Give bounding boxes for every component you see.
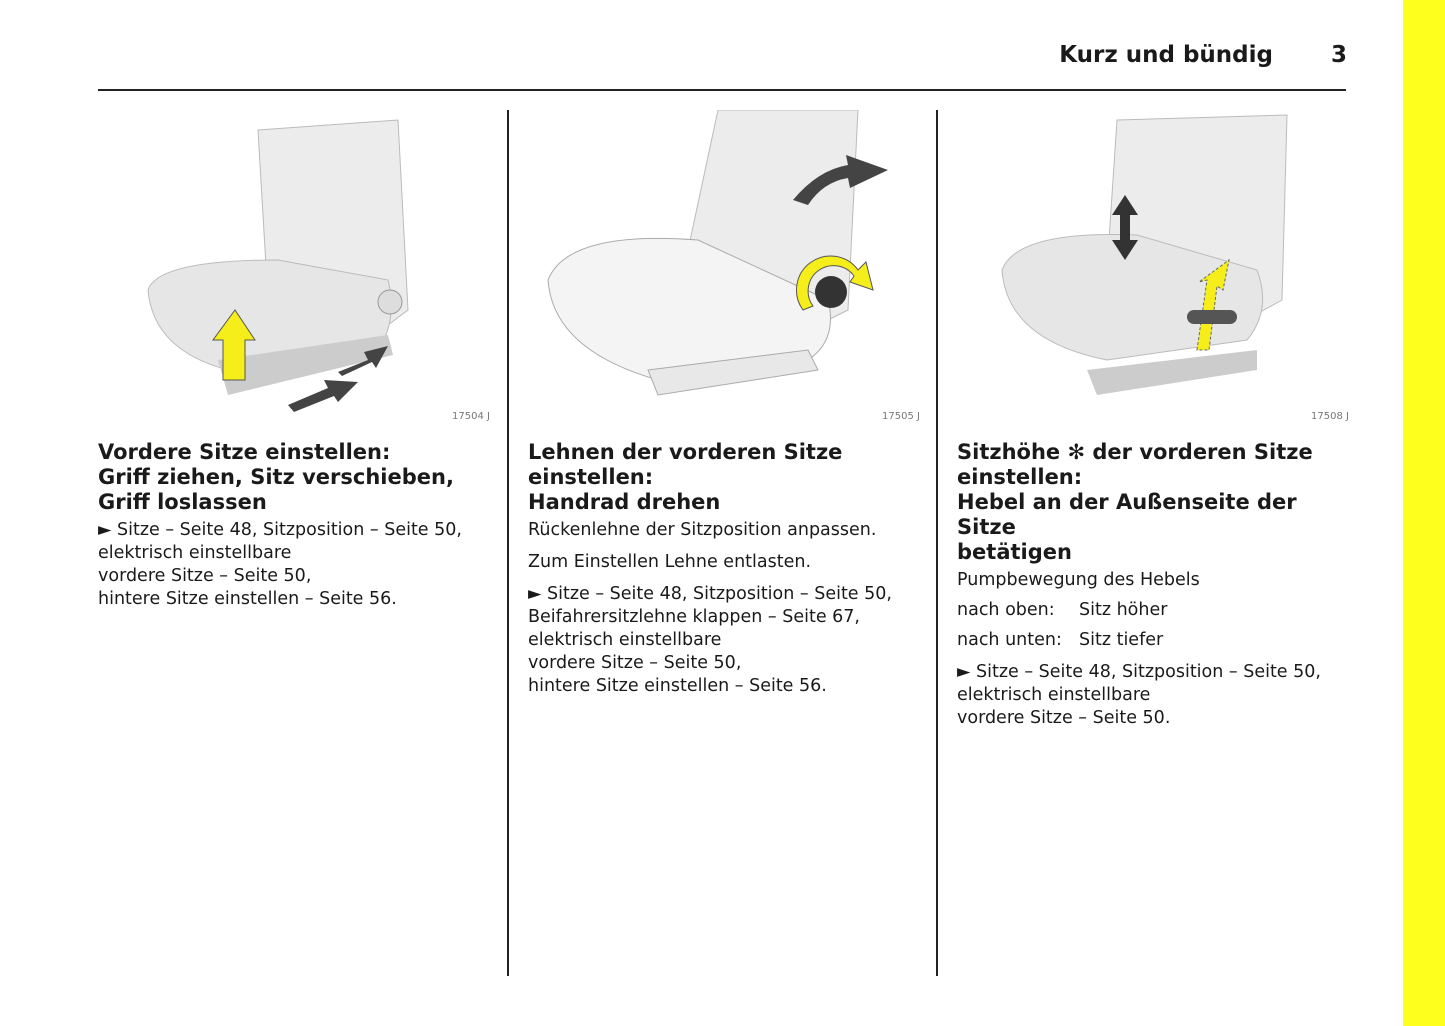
heading-line: einstellen: [528,465,654,489]
column-divider [936,110,938,976]
ref-link[interactable]: elektrisch einstellbare [98,543,292,563]
cross-references [98,519,478,611]
figure-number: 17504 J [452,411,490,422]
seat-height-illustration [957,110,1349,422]
section-title: Kurz und bündig [1059,42,1273,68]
pump-row [957,599,1337,622]
ref-link[interactable]: vordere Sitze – Seite 50, [98,566,312,586]
column-seat-slide [98,110,490,611]
heading-line: Vordere Sitze einstellen: [98,440,391,464]
cross-references [528,583,908,698]
pump-row [957,629,1337,652]
ref-link[interactable]: ► Sitze – Seite 48, Sitzposition – Seite 50, [98,520,462,540]
column-seat-height [957,110,1349,730]
heading-line: Hebel an der Außenseite der Sitze [957,490,1297,539]
ref-link[interactable]: Beifahrersitzlehne klappen – Seite 67, [528,607,860,627]
column-divider [507,110,509,976]
ref-link[interactable]: ► Sitze – Seite 48, Sitzposition – Seite 50, [528,584,892,604]
heading-line: Griff ziehen, Sitz verschieben, [98,465,454,489]
yellow-edge-strip [1403,0,1445,1026]
ref-link[interactable]: hintere Sitze einstellen – Seite 56. [98,589,397,609]
heading [528,440,908,515]
body-text: Zum Einstellen Lehne entlasten. [528,552,812,572]
ref-link[interactable]: vordere Sitze – Seite 50, [528,653,742,673]
page-number: 3 [1331,42,1348,68]
row-value: Sitz tiefer [1079,630,1164,650]
ref-link[interactable]: elektrisch einstellbare [528,630,722,650]
ref-link[interactable]: vordere Sitze – Seite 50. [957,708,1171,728]
figure-number: 17508 J [1311,411,1349,422]
backrest-illustration [528,110,920,422]
ref-link[interactable]: hintere Sitze einstellen – Seite 56. [528,676,827,696]
column-backrest [528,110,920,698]
heading-line: einstellen: [957,465,1083,489]
heading [957,440,1337,565]
heading-line: betätigen [957,540,1072,564]
body-text: Rückenlehne der Sitzposition anpassen. [528,520,877,540]
body-text: Pumpbewegung des Hebels [957,570,1200,590]
ref-link[interactable]: ► Sitze – Seite 48, Sitzposition – Seite 50, [957,662,1321,682]
heading-line: Handrad drehen [528,490,721,514]
heading [98,440,478,515]
figure-number: 17505 J [882,411,920,422]
row-label: nach unten: [957,630,1062,650]
row-label: nach oben: [957,600,1055,620]
ref-link[interactable]: elektrisch einstellbare [957,685,1151,705]
seat-slide-illustration [98,110,490,422]
cross-references [957,661,1337,730]
heading-line: Sitzhöhe ✻ der vorderen Sitze [957,440,1313,464]
heading-line: Lehnen der vorderen Sitze [528,440,843,464]
heading-line: Griff loslassen [98,490,267,514]
header-rule [98,89,1346,91]
row-value: Sitz höher [1079,600,1168,620]
